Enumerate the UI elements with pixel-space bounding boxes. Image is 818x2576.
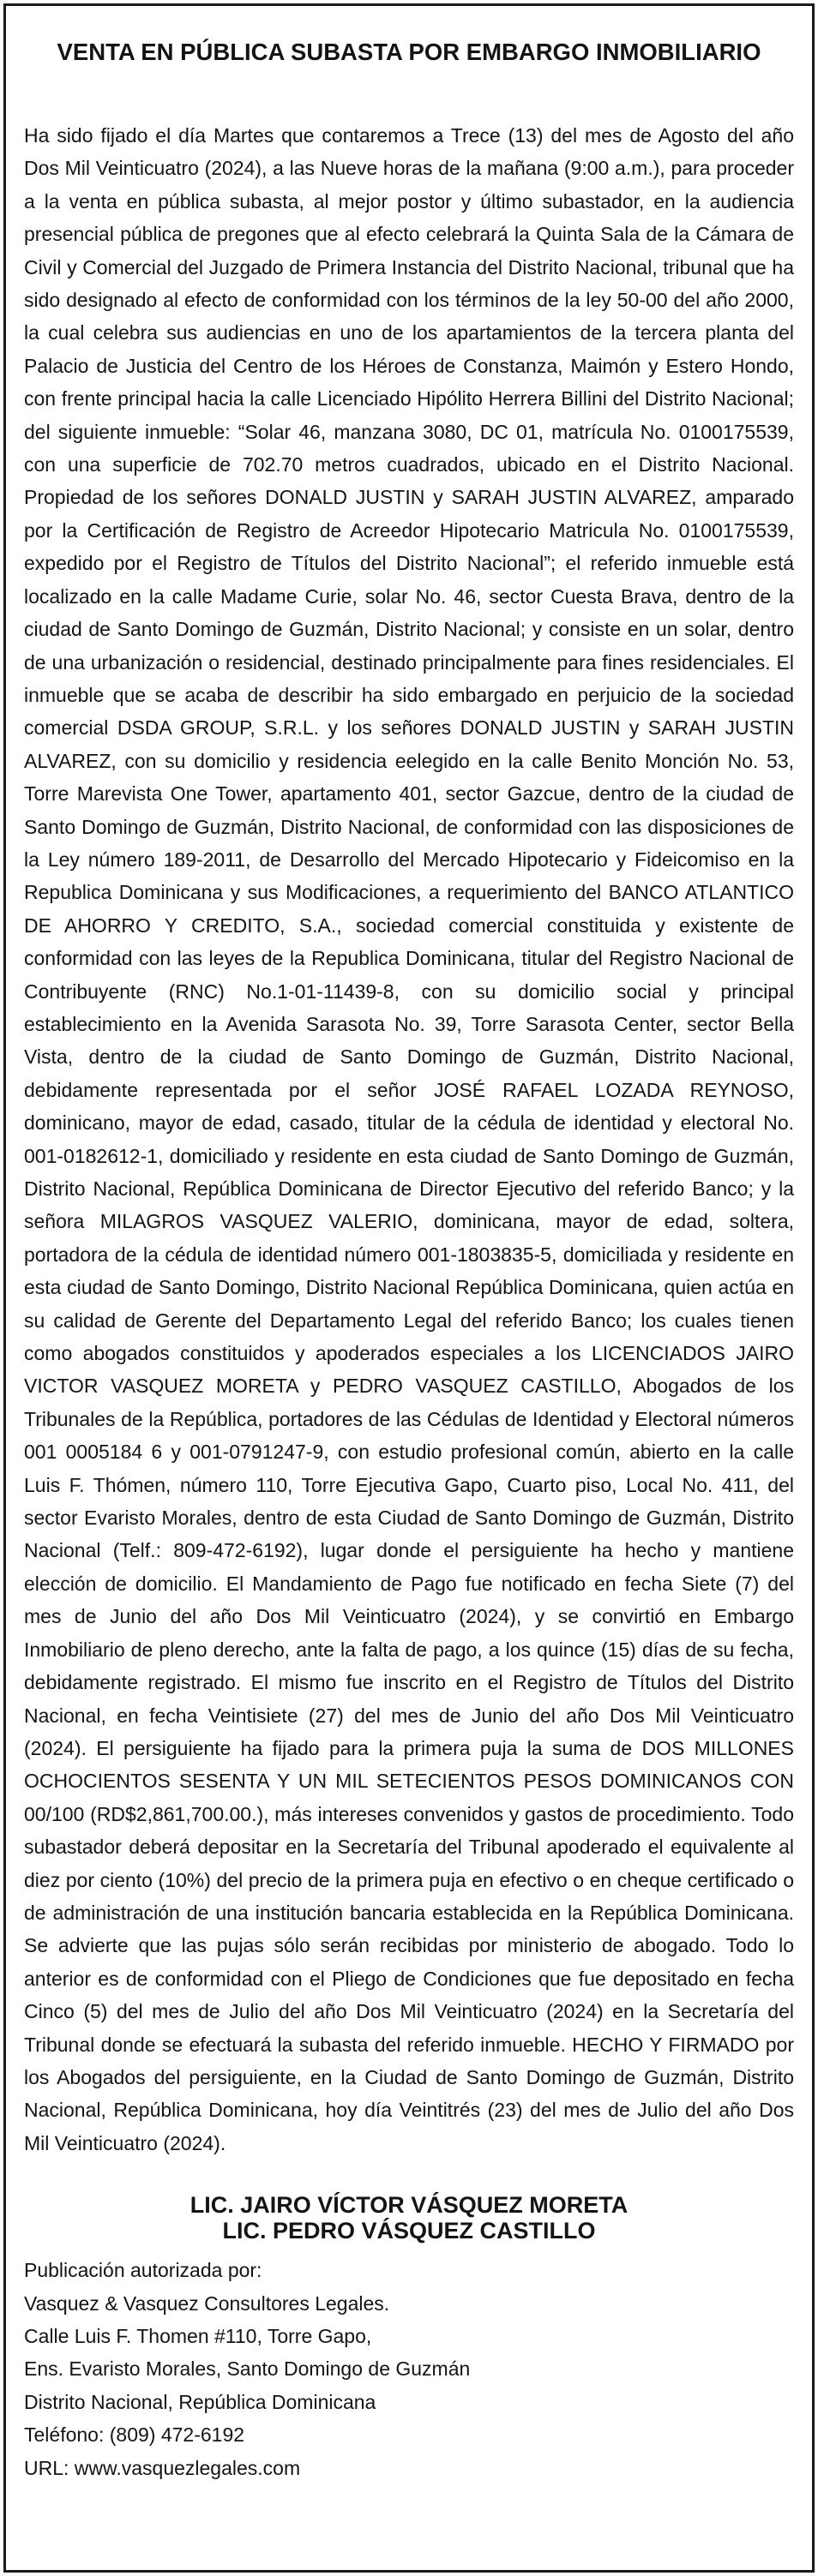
notice-title: VENTA EN PÚBLICA SUBASTA POR EMBARGO INMOBILIARIO <box>57 39 761 65</box>
publication-authorized-label: Publicación autorizada por: <box>24 2259 262 2282</box>
publication-street: Calle Luis F. Thomen #110, Torre Gapo, <box>24 2325 372 2347</box>
publication-district: Distrito Nacional, República Dominicana <box>24 2390 376 2413</box>
publication-firm-name: Vasquez & Vasquez Consultores Legales. <box>24 2291 390 2315</box>
publication-phone: Teléfono: (809) 472-6192 <box>24 2423 245 2447</box>
legal-notice <box>3 3 815 2573</box>
signatory-1: LIC. JAIRO VÍCTOR VÁSQUEZ MORETA <box>189 2192 629 2219</box>
publication-info <box>24 2254 794 2484</box>
publication-neighborhood: Ens. Evaristo Morales, Santo Domingo de Guzmán <box>24 2357 471 2381</box>
publication-url: URL: www.vasquezlegales.com <box>24 2456 301 2479</box>
signature-block <box>24 2192 794 2244</box>
notice-body: Ha sido fijado el día Martes que contaremos a Trece (13) del mes de Agosto del año Dos Mil Veinticuatro (2024), a las Nueve horas de la mañana (9:00 a.m.), para proceder a la venta en pública subasta, al mejor postor y último subastador, en la audiencia presencial pública de pregones que al efecto celebrará la Quinta Sala de la Cámara de Civil y Comercial del Juzgado de Primera Instancia del Distrito Nacional, tribunal que ha sido designado al efecto de conformidad con los términos de la ley 50-00 del año 2000, la cual celebra sus audiencias en uno de los apartamientos de la tercera planta del Palacio de Justicia del Centro de los Héroes de Constanza, Maimón y Estero Hondo, con frente principal hacia la calle Licenciado Hipólito Herrera Billini del Distrito Nacional; del siguiente inmueble: “Solar 46, manzana 3080, DC 01, matrícula No. 0100175539, con una superficie de 702.70 metros cuadrados, ubicado en el Distrito Nacional. Propiedad de los señores DONALD JUSTIN y SARAH JUSTIN ALVAREZ, amparado por la Certificación de Registro de Acreedor Hipotecario Matricula No. 0100175539, expedido por el Registro de Títulos del Distrito Nacional”; el referido inmueble está localizado en la calle Madame Curie, solar No. 46, sector Cuesta Brava, dentro de la ciudad de Santo Domingo de Guzmán, Distrito Nacional; y consiste en un solar, dentro de una urbanización o residencial, destinado principalmente para fines residenciales. El inmueble que se acaba de describir ha sido embargado en perjuicio de la sociedad comercial DSDA GROUP, S.R.L. y los señores DONALD JUSTIN y SARAH JUSTIN ALVAREZ, con su domicilio y residencia eelegido en la calle Benito Monción No. 53, Torre Marevista One Tower, apartamento 401, sector Gazcue, dentro de la ciudad de Santo Domingo de Guzmán, Distrito Nacional, de conformidad con las disposiciones de la Ley número 189-2011, de Desarrollo del Mercado Hipotecario y Fideicomiso en la Republica Dominicana y sus Modificaciones, a requerimiento del BANCO ATLANTICO DE AHORRO Y CREDITO, S.A., sociedad comercial constituida y existente de conformidad con las leyes de la Republica Dominicana, titular del Registro Nacional de Contribuyente (RNC) No.1-01-11439-8, con su domicilio social y principal establecimiento en la Avenida Sarasota No. 39, Torre Sarasota Center, sector Bella Vista, dentro de la ciudad de Santo Domingo de Guzmán, Distrito Nacional, debidamente representada por el señor JOSÉ RAFAEL LOZADA REYNOSO, dominicano, mayor de edad, casado, titular de la cédula de identidad y electoral No. 001-0182612-1, domiciliado y residente en esta ciudad de Santo Domingo de Guzmán, Distrito Nacional, República Dominicana de Director Ejecutivo del referido Banco; y la señora MILAGROS VASQUEZ VALERIO, dominicana, mayor de edad, soltera, portadora de la cédula de identidad número 001-1803835-5, domiciliada y residente en esta ciudad de Santo Domingo, Distrito Nacional República Dominicana, quien actúa en su calidad de Gerente del Departamento Legal del referido Banco; los cuales tienen como abogados constituidos y apoderados especiales a los LICENCIADOS JAIRO VICTOR VASQUEZ MORETA y PEDRO VASQUEZ CASTILLO, Abogados de los Tribunales de la República, portadores de las Cédulas de Identidad y Electoral números 001 0005184 6 y 001-0791247-9, con estudio profesional común, abierto en la calle Luis F. Thómen, número 110, Torre Ejecutiva Gapo, Cuarto piso, Local No. 411, del sector Evaristo Morales, dentro de esta Ciudad de Santo Domingo de Guzmán, Distrito Nacional (Telf.: 809-472-6192), lugar donde el persiguiente ha hecho y mantiene elección de domicilio. El Mandamiento de Pago fue notificado en fecha Siete (7) del mes de Junio del año Dos Mil Veinticuatro (2024), y se convirtió en Embargo Inmobiliario de pleno derecho, ante la falta de pago, a los quince (15) días de su fecha, debidamente registrado. El mismo fue inscrito en el Registro de Títulos del Distrito Nacional, en fecha Veintisiete (27) del mes de Junio del año Dos Mil Veinticuatro (2024). El persiguiente ha fijado para la primera puja la suma de DOS MILLONES OCHOCIENTOS SESENTA Y UN MIL SETECIENTOS PESOS DOMINICANOS CON 00/100 (RD$2,861,700.00.), más intereses convenidos y gastos de procedimiento. Todo subastador deberá depositar en la Secretaría del Tribunal apoderado el equivalente al diez por ciento (10%) del precio de la primera puja en efectivo o en cheque certificado o de administración de una institución bancaria establecida en la República Dominicana. Se advierte que las pujas sólo serán recibidas por ministerio de abogado. Todo lo anterior es de conformidad con el Pliego de Condiciones que fue depositado en fecha Cinco (5) del mes de Julio del año Dos Mil Veinticuatro (2024) en la Secretaría del Tribunal donde se efectuará la subasta del referido inmueble. HECHO Y FIRMADO por los Abogados del persiguiente, en la Ciudad de Santo Domingo de Guzmán, Distrito Nacional, República Dominicana, hoy día Veintitrés (23) del mes de Julio del año Dos Mil Veinticuatro (2024). <box>24 124 794 2154</box>
signatory-2: LIC. PEDRO VÁSQUEZ CASTILLO <box>222 2218 596 2244</box>
